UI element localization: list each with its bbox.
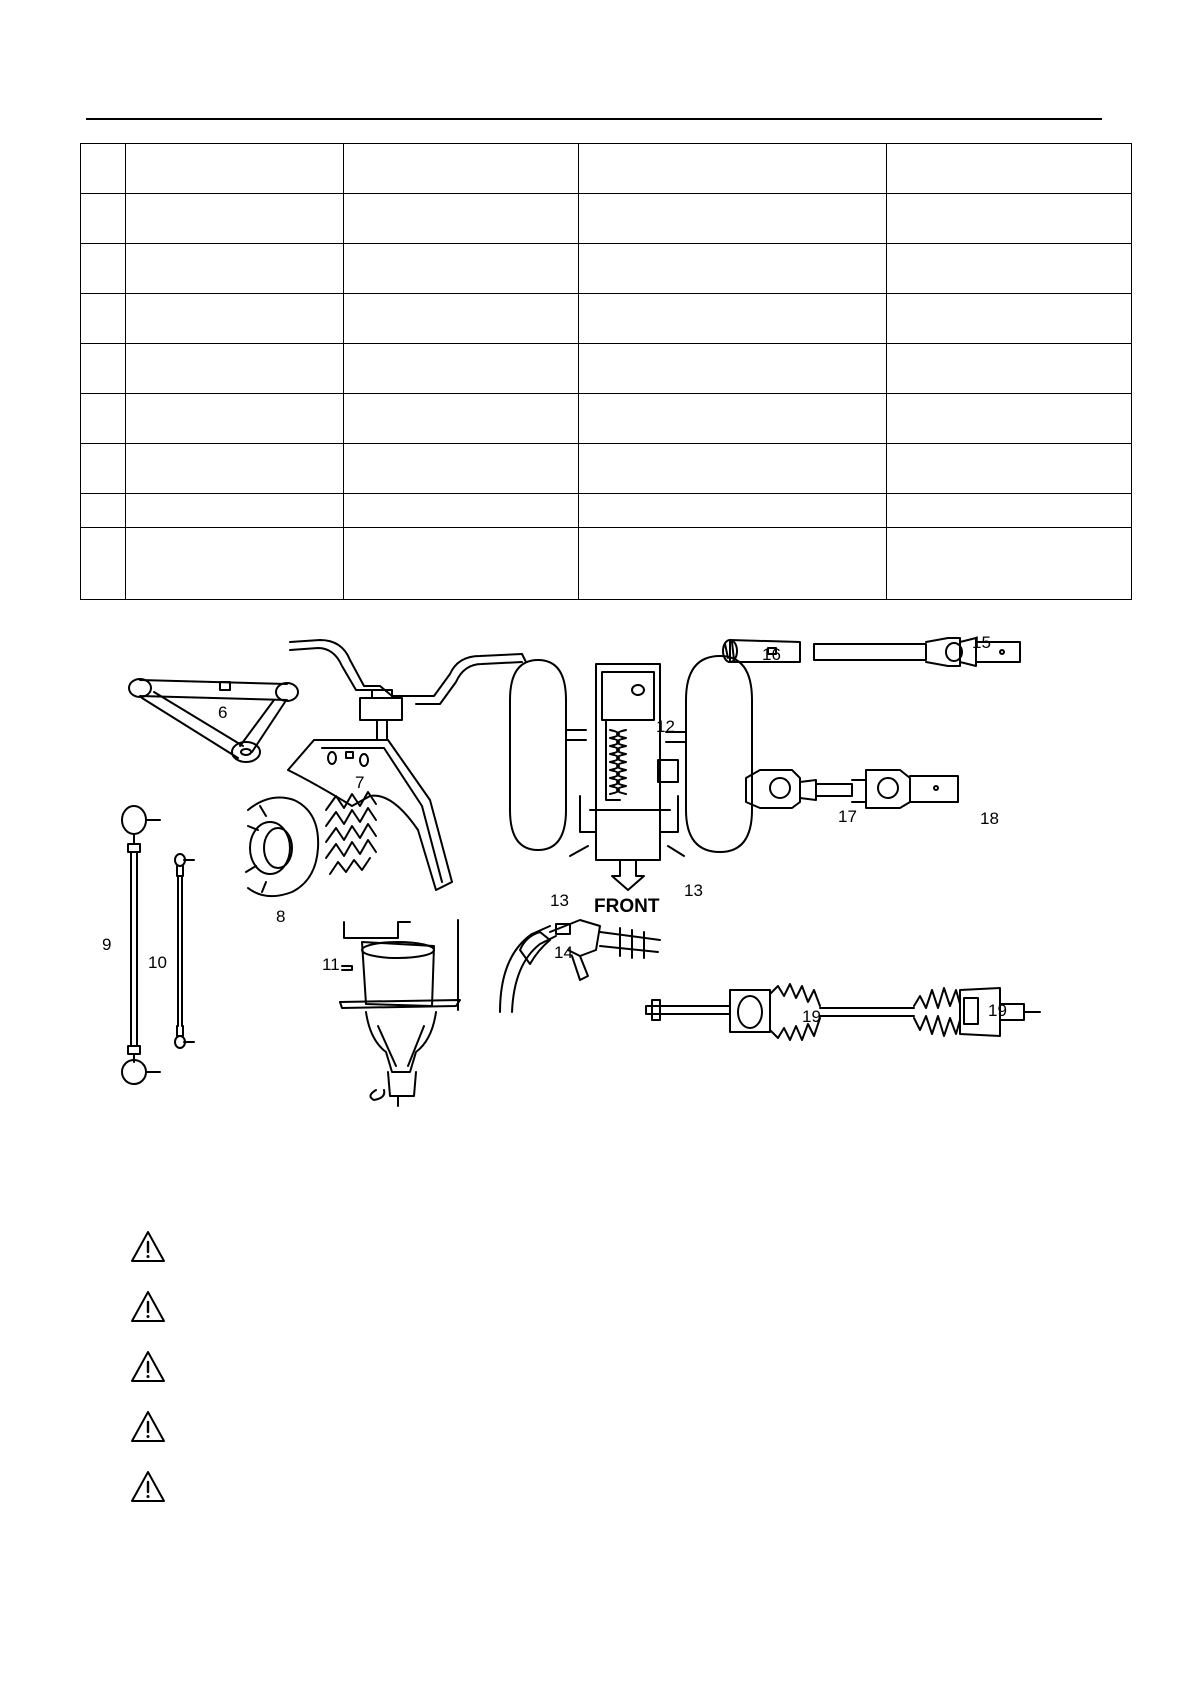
table-cell xyxy=(887,244,1132,294)
table-cell xyxy=(344,444,579,494)
table-cell xyxy=(579,444,887,494)
warning-triangle-icon xyxy=(130,1410,166,1444)
table-cell xyxy=(579,394,887,444)
table-row xyxy=(81,194,1132,244)
table-cell xyxy=(81,194,126,244)
table-cell xyxy=(887,194,1132,244)
header-rule xyxy=(86,118,1102,120)
table-cell xyxy=(344,394,579,444)
table-cell xyxy=(579,344,887,394)
handlebar-illustration xyxy=(288,640,526,890)
table-cell xyxy=(81,244,126,294)
callout-17: 17 xyxy=(838,807,857,826)
table-row xyxy=(81,444,1132,494)
callout-19-right: 19 xyxy=(988,1001,1007,1020)
table-cell xyxy=(344,144,579,194)
warning-triangle-icon xyxy=(130,1230,166,1264)
steering-column-illustration xyxy=(340,920,460,1106)
table-cell xyxy=(344,194,579,244)
table-cell xyxy=(887,344,1132,394)
callout-9: 9 xyxy=(102,935,112,954)
parts-figure xyxy=(80,620,1131,1140)
table-cell xyxy=(126,394,344,444)
table-cell xyxy=(126,344,344,394)
warning-triangle-icon xyxy=(130,1290,166,1324)
warning-item xyxy=(130,1350,1090,1410)
callout-6: 6 xyxy=(218,703,228,722)
callout-16: 16 xyxy=(762,645,781,664)
tie-rod-short-illustration xyxy=(175,854,194,1048)
table-cell xyxy=(344,244,579,294)
table-cell xyxy=(887,528,1132,600)
table-cell xyxy=(81,528,126,600)
callout-8: 8 xyxy=(276,907,286,926)
callout-15: 15 xyxy=(972,633,991,652)
table-cell xyxy=(81,344,126,394)
table-row xyxy=(81,344,1132,394)
table-cell xyxy=(344,344,579,394)
table-cell xyxy=(579,194,887,244)
table-cell xyxy=(344,294,579,344)
table-cell xyxy=(887,294,1132,344)
callout-10: 10 xyxy=(148,953,167,972)
tie-rod-long-illustration xyxy=(122,806,160,1084)
table-cell xyxy=(579,144,887,194)
table-row xyxy=(81,394,1132,444)
table-cell xyxy=(887,394,1132,444)
table-row xyxy=(81,494,1132,528)
brake-lever-illustration xyxy=(500,920,660,1012)
table-cell xyxy=(126,444,344,494)
joint-shaft-illustration xyxy=(746,770,958,808)
table-row xyxy=(81,244,1132,294)
callout-12: 12 xyxy=(656,717,675,736)
table-cell xyxy=(887,144,1132,194)
callout-7: 7 xyxy=(355,773,365,792)
table-cell xyxy=(126,144,344,194)
spec-table xyxy=(80,143,1132,600)
callout-14: 14 xyxy=(554,943,573,962)
front-arrow-label: FRONT xyxy=(594,896,660,917)
a-arm-illustration xyxy=(129,679,298,762)
table-cell xyxy=(887,494,1132,528)
table-cell xyxy=(579,494,887,528)
cv-shaft-illustration xyxy=(646,984,1040,1040)
callout-labels xyxy=(102,633,1007,1026)
hub-illustration xyxy=(246,792,376,896)
table-row xyxy=(81,528,1132,600)
callout-11: 11 xyxy=(322,955,340,974)
table-cell xyxy=(344,528,579,600)
callout-19-left: 19 xyxy=(802,1007,821,1026)
table-cell xyxy=(579,244,887,294)
table-cell xyxy=(81,294,126,344)
warning-triangle-icon xyxy=(130,1350,166,1384)
table-cell xyxy=(126,194,344,244)
table-cell xyxy=(81,144,126,194)
warning-item xyxy=(130,1290,1090,1350)
table-row xyxy=(81,294,1132,344)
callout-18: 18 xyxy=(980,809,999,828)
warning-item xyxy=(130,1470,1090,1530)
callout-13-left: 13 xyxy=(550,891,569,910)
table-cell xyxy=(126,294,344,344)
table-cell xyxy=(81,394,126,444)
parts-diagram xyxy=(80,620,1131,1140)
warning-item xyxy=(130,1410,1090,1470)
rear-assembly-illustration xyxy=(510,656,752,890)
warning-triangle-icon xyxy=(130,1470,166,1504)
table-row xyxy=(81,144,1132,194)
table-cell xyxy=(81,444,126,494)
table-cell xyxy=(344,494,579,528)
table-cell xyxy=(81,494,126,528)
warning-item xyxy=(130,1230,1090,1290)
warnings-list xyxy=(130,1230,1090,1530)
table-cell xyxy=(579,294,887,344)
table-cell xyxy=(887,444,1132,494)
table-cell xyxy=(126,244,344,294)
callout-13-right: 13 xyxy=(684,881,703,900)
table-cell xyxy=(126,494,344,528)
table-cell xyxy=(126,528,344,600)
table-cell xyxy=(579,528,887,600)
